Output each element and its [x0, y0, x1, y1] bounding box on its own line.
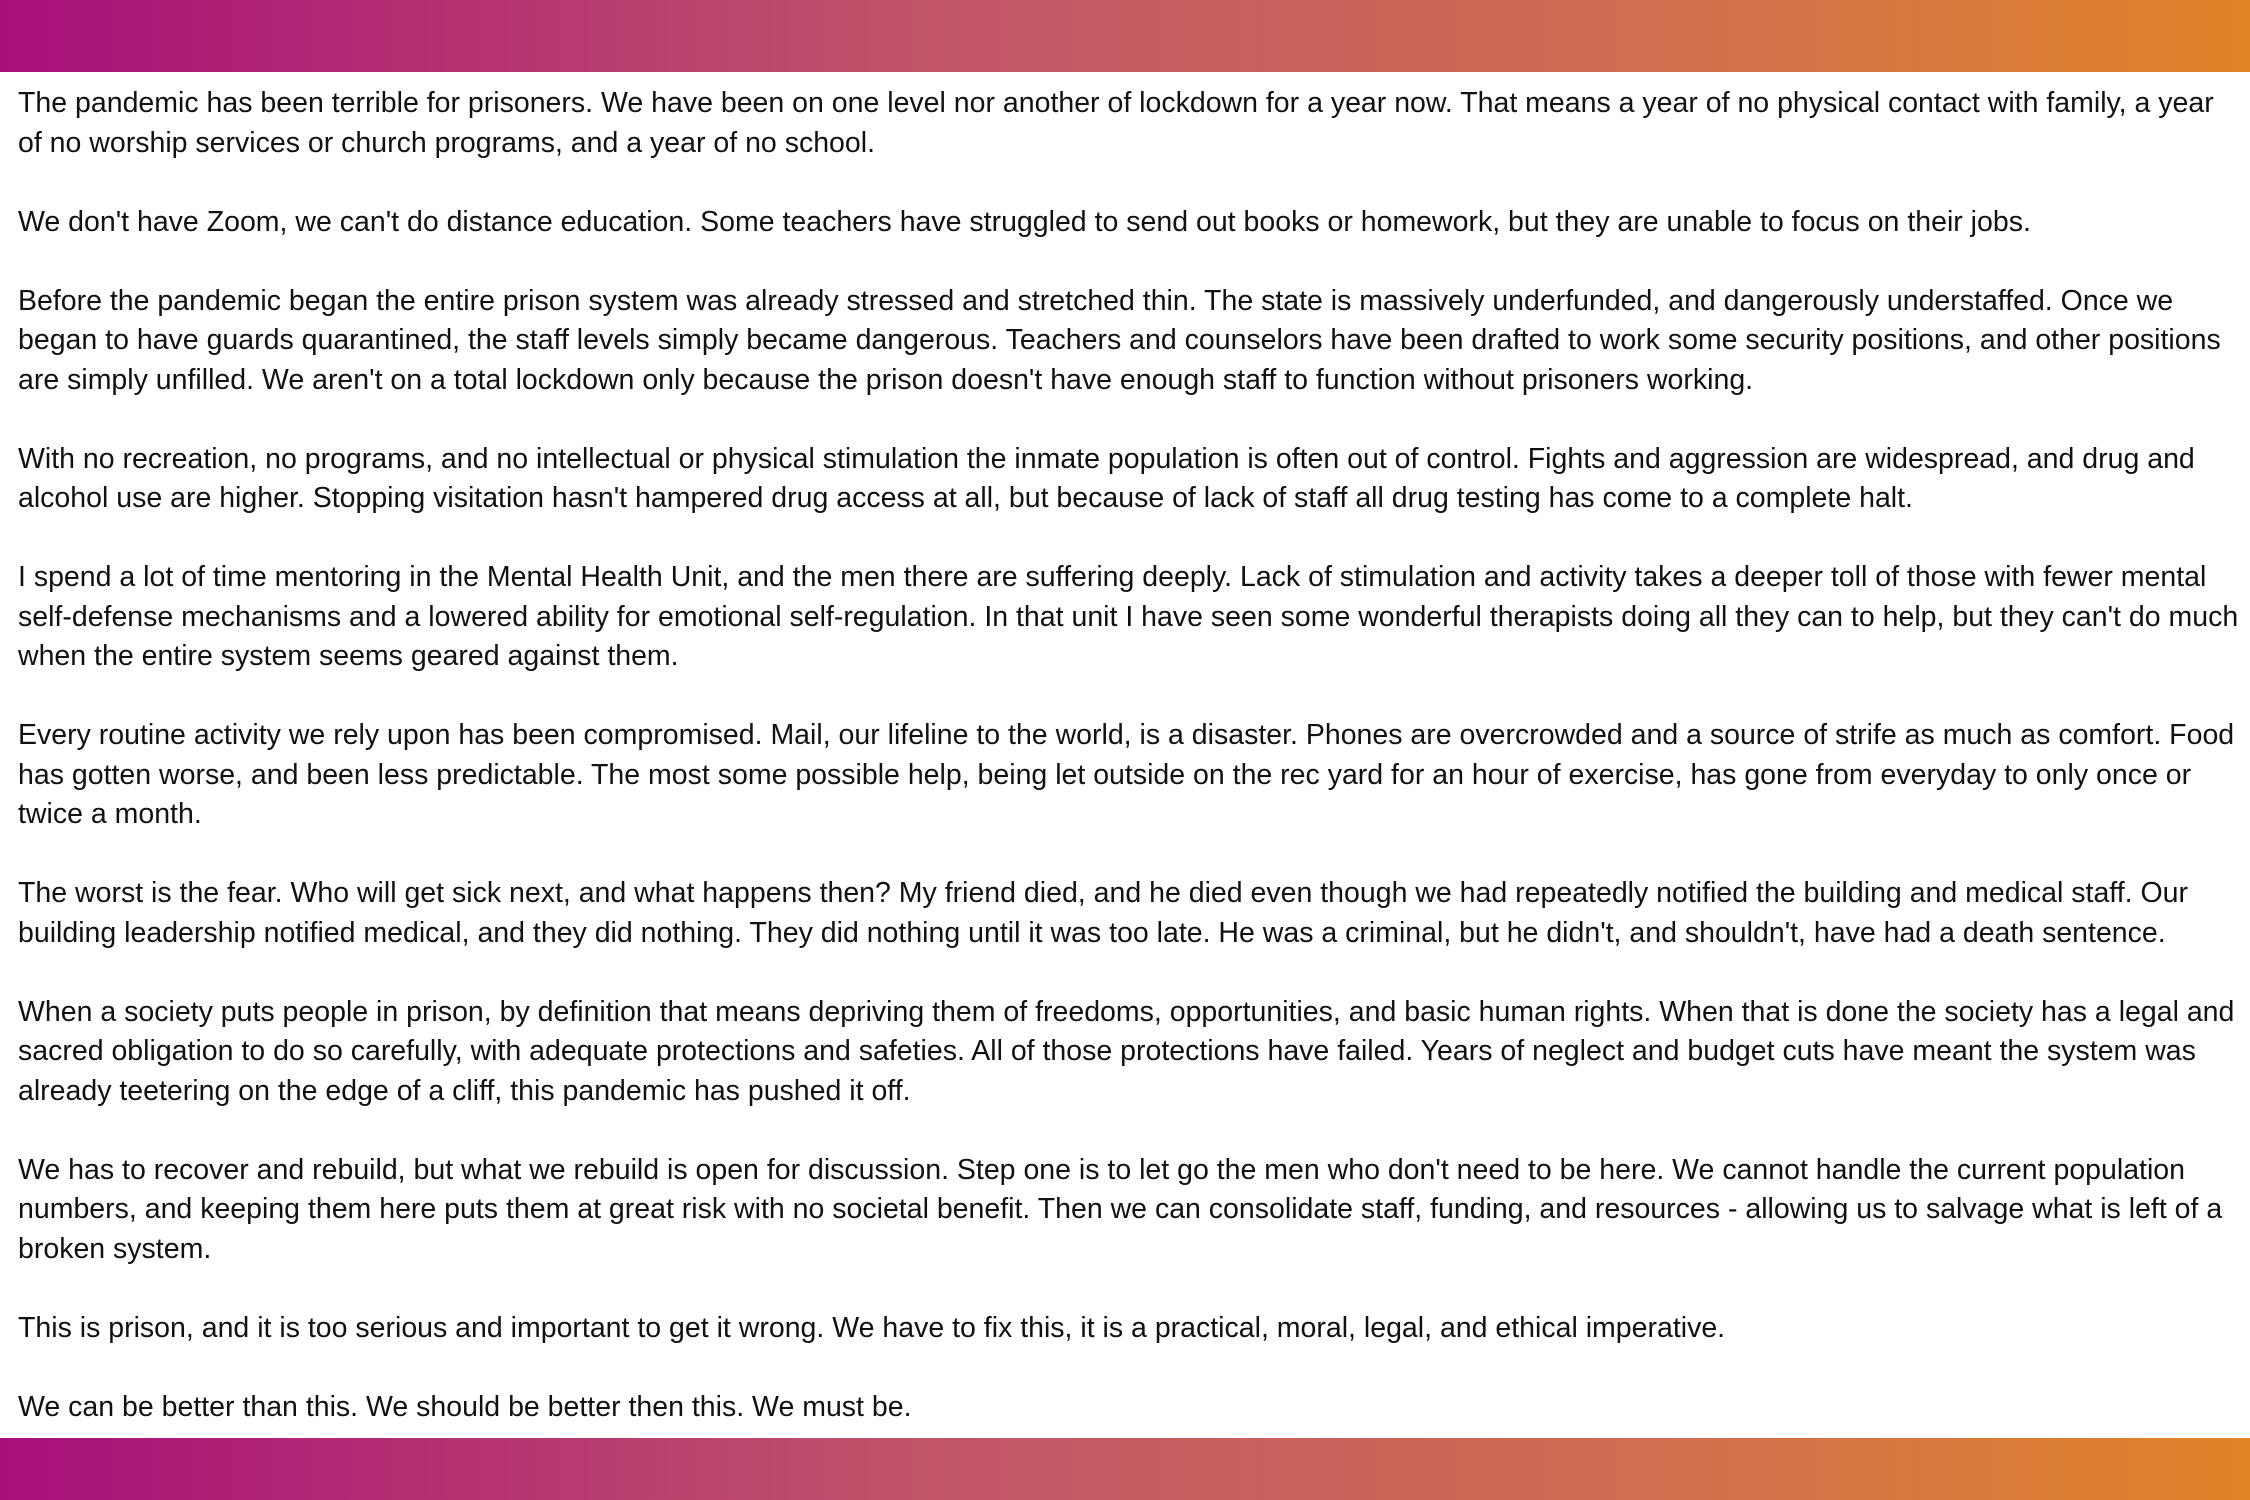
bottom-gradient-bar: [0, 1438, 2250, 1500]
paragraph-7: The worst is the fear. Who will get sick next, and what happens then? My friend died, and he died even though we had repeatedly notified the building and medical staff. Our building leadership notified medical, and they did nothing. They did nothing until it was too late. He was a criminal, but he didn't, and shouldn't, have had a death sentence.: [18, 877, 2188, 949]
paragraph-5: I spend a lot of time mentoring in the Mental Health Unit, and the men there are suffering deeply. Lack of stimulation and activity takes a deeper toll of those with fewer mental self-defense mechanisms and a lowered ability for emotional self-regulation. In that unit I have seen some wonderful therapists doing all they can to help, but they can't do much when the entire system seems geared against them.: [18, 561, 2239, 672]
paragraph-8: When a society puts people in prison, by definition that means depriving them of freedoms, opportunities, and basic human rights. When that is done the society has a legal and sacred obligation to do so carefully, with adequate protections and safeties. All of those protections have failed. Years of neglect and budget cuts have meant the system was already teetering on the edge of a cliff, this pandemic has pushed it off.: [18, 995, 2235, 1107]
paragraph-3: Before the pandemic began the entire prison system was already stressed and stretched thin. The state is massively underfunded, and dangerously understaffed. Once we began to have guards quarantined, the staff levels simply became dangerous. Teachers and counselors have been drafted to work some security positions, and other positions are simply unfilled. We aren't on a total lockdown only because the prison doesn't have enough staff to function without prisoners working.: [18, 284, 2221, 396]
letter-body: [18, 84, 2240, 1427]
top-gradient-bar: [0, 0, 2250, 72]
paragraph-11: We can be better than this. We should be better then this. We must be.: [18, 1390, 912, 1423]
paragraph-10: This is prison, and it is too serious and important to get it wrong. We have to fix this, it is a practical, moral, legal, and ethical imperative.: [18, 1311, 1726, 1344]
paragraph-4: With no recreation, no programs, and no intellectual or physical stimulation the inmate population is often out of control. Fights and aggression are widespread, and drug and alcohol use are higher. Stopping visitation hasn't hampered drug access at all, but because of lack of staff all drug testing has come to a complete halt.: [18, 442, 2195, 514]
paragraph-2: We don't have Zoom, we can't do distance education. Some teachers have struggled to send out books or homework, but they are unable to focus on their jobs.: [18, 205, 2031, 238]
paragraph-6: Every routine activity we rely upon has been compromised. Mail, our lifeline to the world, is a disaster. Phones are overcrowded and a source of strife as much as comfort. Food has gotten worse, and been less predictable. The most some possible help, being let outside on the rec yard for an hour of exercise, has gone from everyday to only once or twice a month.: [18, 719, 2235, 830]
paragraph-9: We has to recover and rebuild, but what we rebuild is open for discussion. Step one is to let go the men who don't need to be here. We cannot handle the current population numbers, and keeping them here puts them at great risk with no societal benefit. Then we can consolidate staff, funding, and resources - allowing us to salvage what is left of a broken system.: [18, 1153, 2223, 1265]
paragraph-1: The pandemic has been terrible for prisoners. We have been on one level nor another of lockdown for a year now. That means a year of no physical contact with family, a year of no worship services or church programs, and a year of no school.: [18, 87, 2214, 159]
